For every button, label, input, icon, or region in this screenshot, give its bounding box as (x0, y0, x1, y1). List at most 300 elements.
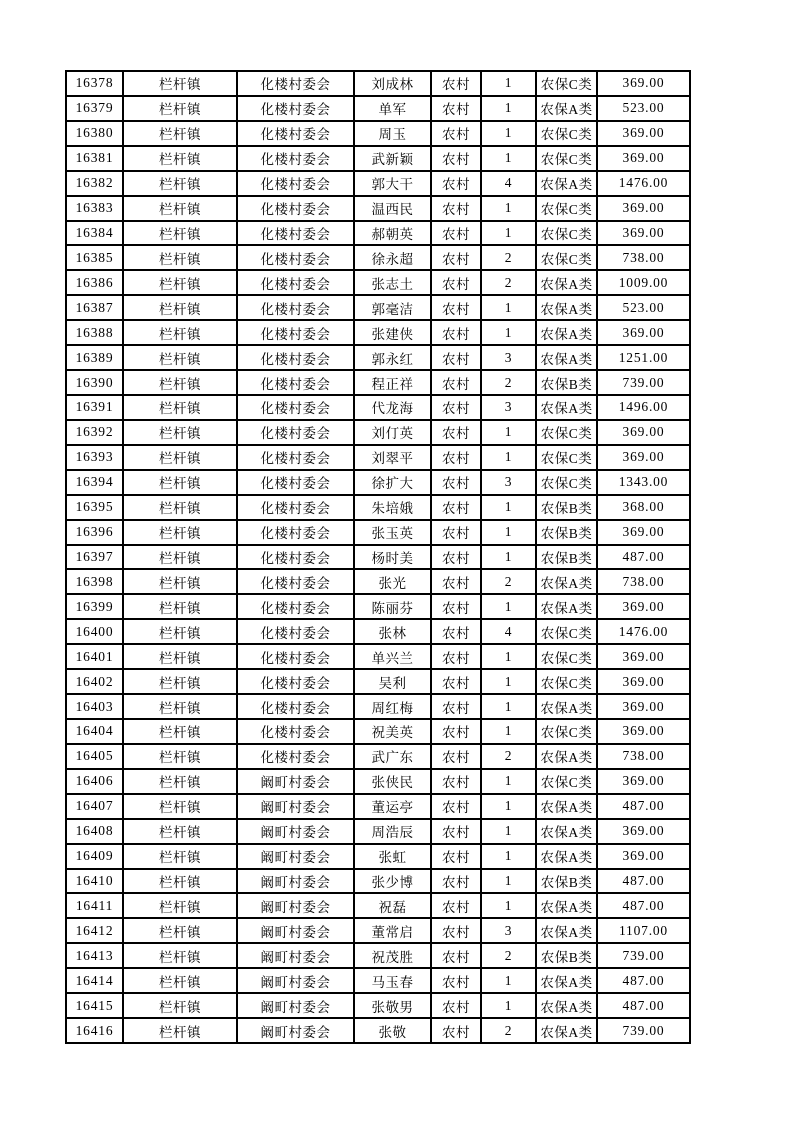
cell-town: 栏杆镇 (123, 470, 237, 495)
cell-record-id: 16398 (66, 569, 123, 594)
cell-town: 栏杆镇 (123, 545, 237, 570)
cell-record-id: 16400 (66, 619, 123, 644)
cell-insurance-category: 农保A类 (536, 295, 597, 320)
cell-insurance-category: 农保C类 (536, 445, 597, 470)
table-row (66, 545, 690, 570)
cell-person-name: 郭永红 (354, 345, 431, 370)
cell-person-name: 张虹 (354, 844, 431, 869)
cell-record-id: 16394 (66, 470, 123, 495)
table-row (66, 71, 690, 96)
cell-insurance-category: 农保C类 (536, 669, 597, 694)
cell-person-name: 张敬男 (354, 993, 431, 1018)
cell-village: 化楼村委会 (237, 520, 354, 545)
cell-person-name: 祝美英 (354, 719, 431, 744)
cell-village: 化楼村委会 (237, 171, 354, 196)
cell-person-name: 张林 (354, 619, 431, 644)
cell-person-count: 1 (481, 694, 536, 719)
cell-person-name: 单军 (354, 96, 431, 121)
cell-residence-type: 农村 (431, 669, 481, 694)
cell-insurance-category: 农保A类 (536, 395, 597, 420)
cell-insurance-category: 农保A类 (536, 320, 597, 345)
cell-town: 栏杆镇 (123, 495, 237, 520)
cell-insurance-category: 农保A类 (536, 270, 597, 295)
cell-residence-type: 农村 (431, 744, 481, 769)
table-row (66, 146, 690, 171)
cell-town: 栏杆镇 (123, 1018, 237, 1043)
cell-person-name: 张志土 (354, 270, 431, 295)
cell-insurance-category: 农保C类 (536, 196, 597, 221)
cell-amount: 739.00 (597, 1018, 690, 1043)
cell-record-id: 16387 (66, 295, 123, 320)
cell-insurance-category: 农保A类 (536, 594, 597, 619)
cell-insurance-category: 农保A类 (536, 993, 597, 1018)
table-row (66, 943, 690, 968)
cell-town: 栏杆镇 (123, 395, 237, 420)
cell-person-name: 郝朝英 (354, 221, 431, 246)
cell-person-name: 张敬 (354, 1018, 431, 1043)
table-row (66, 769, 690, 794)
cell-person-name: 郭大干 (354, 171, 431, 196)
cell-record-id: 16396 (66, 520, 123, 545)
cell-insurance-category: 农保C类 (536, 619, 597, 644)
table-row (66, 295, 690, 320)
cell-person-name: 董运亭 (354, 794, 431, 819)
cell-amount: 369.00 (597, 694, 690, 719)
cell-village: 化楼村委会 (237, 146, 354, 171)
cell-town: 栏杆镇 (123, 943, 237, 968)
cell-village: 阚町村委会 (237, 968, 354, 993)
cell-town: 栏杆镇 (123, 295, 237, 320)
cell-village: 阚町村委会 (237, 844, 354, 869)
cell-record-id: 16390 (66, 370, 123, 395)
cell-insurance-category: 农保C类 (536, 769, 597, 794)
cell-village: 阚町村委会 (237, 794, 354, 819)
cell-residence-type: 农村 (431, 171, 481, 196)
table-row (66, 794, 690, 819)
cell-insurance-category: 农保C类 (536, 420, 597, 445)
cell-person-count: 1 (481, 545, 536, 570)
cell-insurance-category: 农保A类 (536, 569, 597, 594)
cell-record-id: 16380 (66, 121, 123, 146)
table-row (66, 619, 690, 644)
cell-person-name: 陈丽芬 (354, 594, 431, 619)
cell-insurance-category: 农保B类 (536, 545, 597, 570)
cell-residence-type: 农村 (431, 694, 481, 719)
table-row (66, 345, 690, 370)
cell-person-name: 张光 (354, 569, 431, 594)
cell-residence-type: 农村 (431, 769, 481, 794)
cell-record-id: 16395 (66, 495, 123, 520)
cell-residence-type: 农村 (431, 196, 481, 221)
cell-person-name: 刘仃英 (354, 420, 431, 445)
cell-residence-type: 农村 (431, 320, 481, 345)
cell-village: 阚町村委会 (237, 769, 354, 794)
cell-person-count: 2 (481, 270, 536, 295)
cell-person-count: 1 (481, 295, 536, 320)
cell-village: 化楼村委会 (237, 594, 354, 619)
cell-amount: 369.00 (597, 669, 690, 694)
cell-record-id: 16388 (66, 320, 123, 345)
cell-amount: 523.00 (597, 96, 690, 121)
cell-residence-type: 农村 (431, 345, 481, 370)
cell-amount: 523.00 (597, 295, 690, 320)
cell-record-id: 16378 (66, 71, 123, 96)
cell-amount: 369.00 (597, 844, 690, 869)
cell-person-count: 1 (481, 221, 536, 246)
cell-record-id: 16386 (66, 270, 123, 295)
cell-record-id: 16403 (66, 694, 123, 719)
cell-person-count: 1 (481, 495, 536, 520)
cell-residence-type: 农村 (431, 644, 481, 669)
cell-town: 栏杆镇 (123, 569, 237, 594)
cell-town: 栏杆镇 (123, 719, 237, 744)
cell-person-count: 3 (481, 395, 536, 420)
cell-village: 化楼村委会 (237, 569, 354, 594)
cell-record-id: 16389 (66, 345, 123, 370)
cell-record-id: 16402 (66, 669, 123, 694)
cell-record-id: 16401 (66, 644, 123, 669)
cell-insurance-category: 农保A类 (536, 844, 597, 869)
cell-person-count: 1 (481, 719, 536, 744)
cell-residence-type: 农村 (431, 445, 481, 470)
cell-town: 栏杆镇 (123, 445, 237, 470)
cell-residence-type: 农村 (431, 893, 481, 918)
cell-amount: 1251.00 (597, 345, 690, 370)
cell-amount: 369.00 (597, 445, 690, 470)
cell-person-count: 1 (481, 669, 536, 694)
cell-village: 化楼村委会 (237, 719, 354, 744)
cell-person-count: 1 (481, 993, 536, 1018)
cell-residence-type: 农村 (431, 619, 481, 644)
cell-residence-type: 农村 (431, 719, 481, 744)
table-row (66, 445, 690, 470)
cell-amount: 1476.00 (597, 619, 690, 644)
cell-person-name: 张建侠 (354, 320, 431, 345)
cell-record-id: 16416 (66, 1018, 123, 1043)
cell-village: 化楼村委会 (237, 545, 354, 570)
cell-person-name: 马玉春 (354, 968, 431, 993)
cell-residence-type: 农村 (431, 594, 481, 619)
cell-person-count: 1 (481, 794, 536, 819)
cell-residence-type: 农村 (431, 1018, 481, 1043)
cell-person-name: 武新颖 (354, 146, 431, 171)
cell-person-count: 1 (481, 420, 536, 445)
cell-amount: 487.00 (597, 545, 690, 570)
table-row (66, 918, 690, 943)
insurance-roster-table (65, 70, 691, 1044)
cell-village: 化楼村委会 (237, 121, 354, 146)
cell-amount: 739.00 (597, 370, 690, 395)
cell-person-name: 刘翠平 (354, 445, 431, 470)
cell-insurance-category: 农保C类 (536, 470, 597, 495)
table-row (66, 893, 690, 918)
cell-record-id: 16406 (66, 769, 123, 794)
cell-amount: 369.00 (597, 320, 690, 345)
cell-amount: 1343.00 (597, 470, 690, 495)
cell-village: 化楼村委会 (237, 619, 354, 644)
cell-residence-type: 农村 (431, 545, 481, 570)
cell-person-name: 郭毫洁 (354, 295, 431, 320)
cell-town: 栏杆镇 (123, 245, 237, 270)
cell-amount: 738.00 (597, 569, 690, 594)
table-row (66, 744, 690, 769)
cell-residence-type: 农村 (431, 121, 481, 146)
cell-person-name: 温西民 (354, 196, 431, 221)
cell-person-name: 徐扩大 (354, 470, 431, 495)
cell-residence-type: 农村 (431, 495, 481, 520)
cell-town: 栏杆镇 (123, 744, 237, 769)
cell-person-count: 3 (481, 345, 536, 370)
cell-record-id: 16405 (66, 744, 123, 769)
cell-residence-type: 农村 (431, 370, 481, 395)
cell-record-id: 16393 (66, 445, 123, 470)
cell-person-count: 1 (481, 520, 536, 545)
cell-person-count: 1 (481, 71, 536, 96)
cell-town: 栏杆镇 (123, 669, 237, 694)
cell-village: 化楼村委会 (237, 445, 354, 470)
cell-insurance-category: 农保A类 (536, 794, 597, 819)
cell-amount: 1107.00 (597, 918, 690, 943)
cell-amount: 369.00 (597, 594, 690, 619)
cell-insurance-category: 农保A类 (536, 744, 597, 769)
cell-residence-type: 农村 (431, 520, 481, 545)
cell-person-name: 张玉英 (354, 520, 431, 545)
cell-record-id: 16409 (66, 844, 123, 869)
cell-town: 栏杆镇 (123, 844, 237, 869)
cell-amount: 368.00 (597, 495, 690, 520)
table-row (66, 694, 690, 719)
cell-person-name: 吴利 (354, 669, 431, 694)
cell-person-count: 1 (481, 844, 536, 869)
cell-insurance-category: 农保A类 (536, 968, 597, 993)
cell-village: 化楼村委会 (237, 694, 354, 719)
cell-person-name: 徐永超 (354, 245, 431, 270)
cell-insurance-category: 农保B类 (536, 370, 597, 395)
cell-amount: 487.00 (597, 993, 690, 1018)
cell-village: 化楼村委会 (237, 495, 354, 520)
cell-person-count: 1 (481, 445, 536, 470)
cell-insurance-category: 农保A类 (536, 96, 597, 121)
cell-amount: 369.00 (597, 121, 690, 146)
cell-person-count: 1 (481, 644, 536, 669)
cell-residence-type: 农村 (431, 968, 481, 993)
cell-amount: 369.00 (597, 146, 690, 171)
cell-insurance-category: 农保A类 (536, 893, 597, 918)
cell-amount: 369.00 (597, 196, 690, 221)
cell-town: 栏杆镇 (123, 520, 237, 545)
cell-residence-type: 农村 (431, 918, 481, 943)
cell-village: 化楼村委会 (237, 245, 354, 270)
cell-insurance-category: 农保A类 (536, 819, 597, 844)
cell-person-count: 1 (481, 893, 536, 918)
cell-insurance-category: 农保C类 (536, 719, 597, 744)
cell-village: 化楼村委会 (237, 470, 354, 495)
table-row (66, 96, 690, 121)
cell-person-name: 祝茂胜 (354, 943, 431, 968)
cell-record-id: 16391 (66, 395, 123, 420)
cell-record-id: 16404 (66, 719, 123, 744)
cell-record-id: 16412 (66, 918, 123, 943)
table-row (66, 669, 690, 694)
cell-person-count: 4 (481, 619, 536, 644)
cell-village: 化楼村委会 (237, 96, 354, 121)
cell-insurance-category: 农保A类 (536, 171, 597, 196)
cell-village: 化楼村委会 (237, 196, 354, 221)
cell-amount: 369.00 (597, 520, 690, 545)
cell-person-count: 4 (481, 171, 536, 196)
cell-person-name: 程正祥 (354, 370, 431, 395)
cell-person-count: 2 (481, 1018, 536, 1043)
cell-amount: 738.00 (597, 744, 690, 769)
cell-town: 栏杆镇 (123, 619, 237, 644)
cell-insurance-category: 农保C类 (536, 221, 597, 246)
cell-amount: 369.00 (597, 819, 690, 844)
cell-insurance-category: 农保C类 (536, 71, 597, 96)
table-row (66, 320, 690, 345)
table-row (66, 993, 690, 1018)
cell-person-count: 1 (481, 146, 536, 171)
cell-residence-type: 农村 (431, 844, 481, 869)
table-row (66, 719, 690, 744)
table-row (66, 869, 690, 894)
cell-person-count: 2 (481, 569, 536, 594)
cell-town: 栏杆镇 (123, 171, 237, 196)
cell-village: 化楼村委会 (237, 395, 354, 420)
cell-person-name: 周红梅 (354, 694, 431, 719)
table-row (66, 844, 690, 869)
cell-town: 栏杆镇 (123, 893, 237, 918)
table-row (66, 968, 690, 993)
cell-person-count: 2 (481, 370, 536, 395)
table-row (66, 121, 690, 146)
cell-village: 化楼村委会 (237, 669, 354, 694)
cell-town: 栏杆镇 (123, 146, 237, 171)
cell-village: 阚町村委会 (237, 869, 354, 894)
cell-insurance-category: 农保C类 (536, 146, 597, 171)
cell-town: 栏杆镇 (123, 345, 237, 370)
cell-amount: 369.00 (597, 221, 690, 246)
cell-amount: 369.00 (597, 420, 690, 445)
cell-insurance-category: 农保C类 (536, 121, 597, 146)
cell-record-id: 16415 (66, 993, 123, 1018)
cell-village: 化楼村委会 (237, 420, 354, 445)
cell-insurance-category: 农保B类 (536, 495, 597, 520)
cell-residence-type: 农村 (431, 221, 481, 246)
table-row (66, 819, 690, 844)
table-row (66, 569, 690, 594)
cell-village: 阚町村委会 (237, 993, 354, 1018)
cell-person-count: 2 (481, 943, 536, 968)
table-body (66, 71, 690, 1043)
cell-residence-type: 农村 (431, 993, 481, 1018)
cell-residence-type: 农村 (431, 470, 481, 495)
cell-town: 栏杆镇 (123, 968, 237, 993)
cell-person-count: 1 (481, 869, 536, 894)
cell-person-name: 刘成林 (354, 71, 431, 96)
table-row (66, 594, 690, 619)
cell-person-name: 代龙海 (354, 395, 431, 420)
cell-record-id: 16399 (66, 594, 123, 619)
table-row (66, 644, 690, 669)
cell-person-count: 1 (481, 769, 536, 794)
cell-insurance-category: 农保B类 (536, 943, 597, 968)
cell-person-count: 1 (481, 819, 536, 844)
cell-village: 化楼村委会 (237, 270, 354, 295)
cell-insurance-category: 农保A类 (536, 1018, 597, 1043)
cell-amount: 1496.00 (597, 395, 690, 420)
cell-person-count: 1 (481, 968, 536, 993)
table-row (66, 1018, 690, 1043)
cell-village: 化楼村委会 (237, 221, 354, 246)
cell-residence-type: 农村 (431, 794, 481, 819)
cell-amount: 369.00 (597, 71, 690, 96)
cell-village: 化楼村委会 (237, 744, 354, 769)
cell-person-name: 朱培娥 (354, 495, 431, 520)
cell-amount: 739.00 (597, 943, 690, 968)
cell-town: 栏杆镇 (123, 769, 237, 794)
cell-residence-type: 农村 (431, 71, 481, 96)
cell-record-id: 16407 (66, 794, 123, 819)
cell-record-id: 16382 (66, 171, 123, 196)
cell-insurance-category: 农保B类 (536, 869, 597, 894)
table-row (66, 520, 690, 545)
cell-village: 阚町村委会 (237, 918, 354, 943)
cell-amount: 487.00 (597, 893, 690, 918)
cell-record-id: 16385 (66, 245, 123, 270)
cell-person-name: 周玉 (354, 121, 431, 146)
cell-insurance-category: 农保C类 (536, 644, 597, 669)
cell-town: 栏杆镇 (123, 370, 237, 395)
cell-town: 栏杆镇 (123, 420, 237, 445)
cell-town: 栏杆镇 (123, 71, 237, 96)
cell-village: 阚町村委会 (237, 819, 354, 844)
cell-insurance-category: 农保A类 (536, 918, 597, 943)
cell-town: 栏杆镇 (123, 644, 237, 669)
cell-person-name: 董常启 (354, 918, 431, 943)
cell-insurance-category: 农保C类 (536, 245, 597, 270)
cell-residence-type: 农村 (431, 146, 481, 171)
table-row (66, 470, 690, 495)
cell-residence-type: 农村 (431, 245, 481, 270)
cell-town: 栏杆镇 (123, 270, 237, 295)
cell-amount: 738.00 (597, 245, 690, 270)
cell-town: 栏杆镇 (123, 993, 237, 1018)
cell-amount: 369.00 (597, 644, 690, 669)
cell-residence-type: 农村 (431, 395, 481, 420)
cell-person-count: 3 (481, 918, 536, 943)
cell-town: 栏杆镇 (123, 794, 237, 819)
cell-amount: 487.00 (597, 794, 690, 819)
cell-village: 阚町村委会 (237, 893, 354, 918)
cell-residence-type: 农村 (431, 569, 481, 594)
cell-record-id: 16379 (66, 96, 123, 121)
cell-record-id: 16384 (66, 221, 123, 246)
cell-amount: 487.00 (597, 968, 690, 993)
table-row (66, 196, 690, 221)
cell-person-name: 武广东 (354, 744, 431, 769)
table-row (66, 245, 690, 270)
cell-village: 化楼村委会 (237, 320, 354, 345)
cell-person-name: 张少博 (354, 869, 431, 894)
table-row (66, 370, 690, 395)
cell-record-id: 16410 (66, 869, 123, 894)
table-row (66, 221, 690, 246)
cell-person-count: 1 (481, 96, 536, 121)
cell-person-name: 周浩辰 (354, 819, 431, 844)
cell-person-name: 杨时美 (354, 545, 431, 570)
cell-amount: 369.00 (597, 719, 690, 744)
cell-village: 化楼村委会 (237, 295, 354, 320)
